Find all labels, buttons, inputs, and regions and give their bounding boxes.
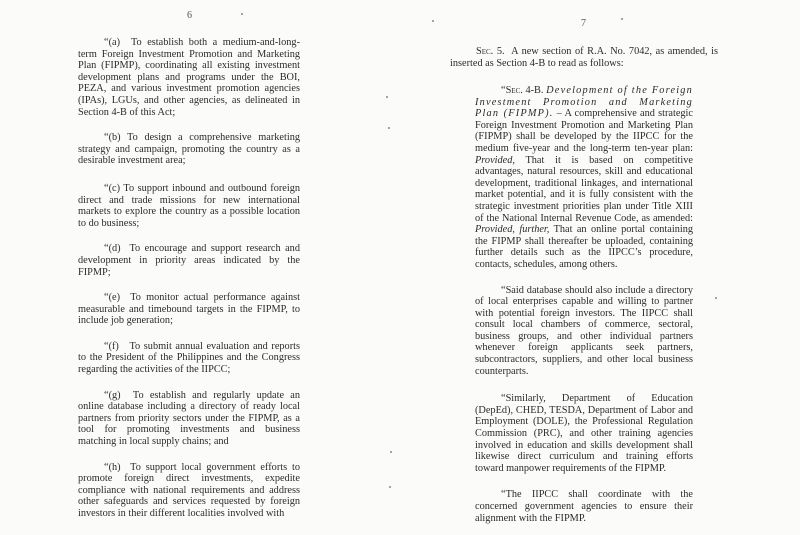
scan-speck [432,20,434,22]
item-text: To establish and regularly update an online database including a directory of ready local partners from priority sectors under the FIPMP, as a tool for promoting investments and business matching in local supply chains; and [78,389,301,448]
section-label: “Sec. 4-B. [501,85,544,96]
left-page-body [78,37,300,531]
scan-speck [715,297,717,299]
section-4b-paragraph [475,85,693,271]
list-item-c [78,183,300,229]
list-item-h [78,462,300,520]
item-text: To support local government efforts to promote foreign direct investments, expedite compliance with national requirements and address other safeguards and services requested by foreign investors in their different localities involved with [78,461,300,519]
item-text: To design a comprehensive marketing strategy and campaign, promoting the country as a desirable investment area; [78,132,301,167]
list-item-d [78,243,300,278]
item-text: To encourage and support research and development in priority areas indicated by the FIPMP; [78,243,300,278]
section-4b-block [475,85,693,535]
list-item-g [78,390,300,448]
item-label: “(b) [104,132,121,144]
item-label: “(e) [104,292,120,304]
section-text: – A comprehensive and strategic Foreign Investment Promotion and Marketing Plan (FIPMP) shall be developed by the IIPCC for the medium five-year and the long-term ten-year plan: [475,108,693,154]
section-5-paragraph [450,46,718,69]
item-label: “(f) [104,340,119,352]
section-text: That it is based on competitive advantages, natural resources, skill and educational development, traditional linkages, and international market potential, and it is fully consistent with the strategic investment priorities plan under Title XIII of the National Internal Revenue Code, as amended: [475,154,693,224]
paragraph-similarly: “Similarly, Department of Education (DepEd), CHED, TESDA, Department of Labor and Employment (DOLE), the Professional Regulation Commission (PRC), and other training agencies involved in education and skills development shall likewise direct curriculum and training efforts toward manpower requirements of the FIPMP. [475,393,693,474]
left-page [0,0,400,519]
item-label: “(a) [104,37,120,48]
scan-speck [389,486,391,488]
list-item-e [78,292,300,327]
provided-clause: Provided, further, [475,224,550,236]
list-item-a [78,37,300,118]
item-text: To monitor actual performance against measurable and timebound targets in the FIPMP, to include job generation; [78,292,301,327]
item-text: To submit annual evaluation and reports to the President of the Philippines and the Congress regarding the activities of the IIPCC; [78,340,300,376]
section-text: That an online portal containing the FIPMP shall thereafter be uploaded, containing further details such as the IIPCC’s procedure, contacts, schedules, among others. [475,224,693,270]
item-text: To support inbound and outbound foreign direct and trade missions for new international markets to explore the country as a possible location to do business; [78,182,301,229]
scan-speck [241,13,243,15]
item-label: “(c) [104,182,120,194]
provided-clause: Provided, [475,154,515,166]
paragraph-coordinate: “The IIPCC shall coordinate with the concerned government agencies to ensure their alignment with the FIPMP. [475,489,693,524]
list-item-b [78,132,300,167]
item-text: To establish both a medium-and-long-term Foreign Investment Promotion and Marketing Plan (FIPMP), coordinating all existing investment development plans and programs under the BOI, PEZA, and various investment promotion agencies (IPAs), LGUs, and other agencies, as delineated in Section 4-B of this Act; [78,37,300,118]
scan-speck [386,96,388,98]
page-number: 6 [187,10,192,21]
scan-speck [388,127,390,129]
section-text: A new section of R.A. No. 7042, as amended, is inserted as Section 4-B to read as follows: [450,46,718,69]
page-number: 7 [581,18,586,29]
item-label: “(g) [104,389,121,401]
section-label: Sec. 5. [476,46,505,57]
item-label: “(d) [104,243,121,255]
right-page [400,0,800,524]
item-label: “(h) [104,461,121,473]
scan-speck [621,18,623,20]
section-title: Development of the Foreign Investment Promotion and Marketing Plan (FIPMP). [475,85,694,120]
paragraph-database: “Said database should also include a directory of local enterprises capable and willing to partner with potential foreign investors. The IIPCC shall consult local chambers of commerce, sectoral, business groups, and other individual partners whenever foreign applicants seek partners, subcontractors, suppliers, and other local business counterparts. [475,284,693,377]
scan-speck [390,451,392,453]
section-5 [450,46,718,81]
list-item-f [78,341,300,376]
